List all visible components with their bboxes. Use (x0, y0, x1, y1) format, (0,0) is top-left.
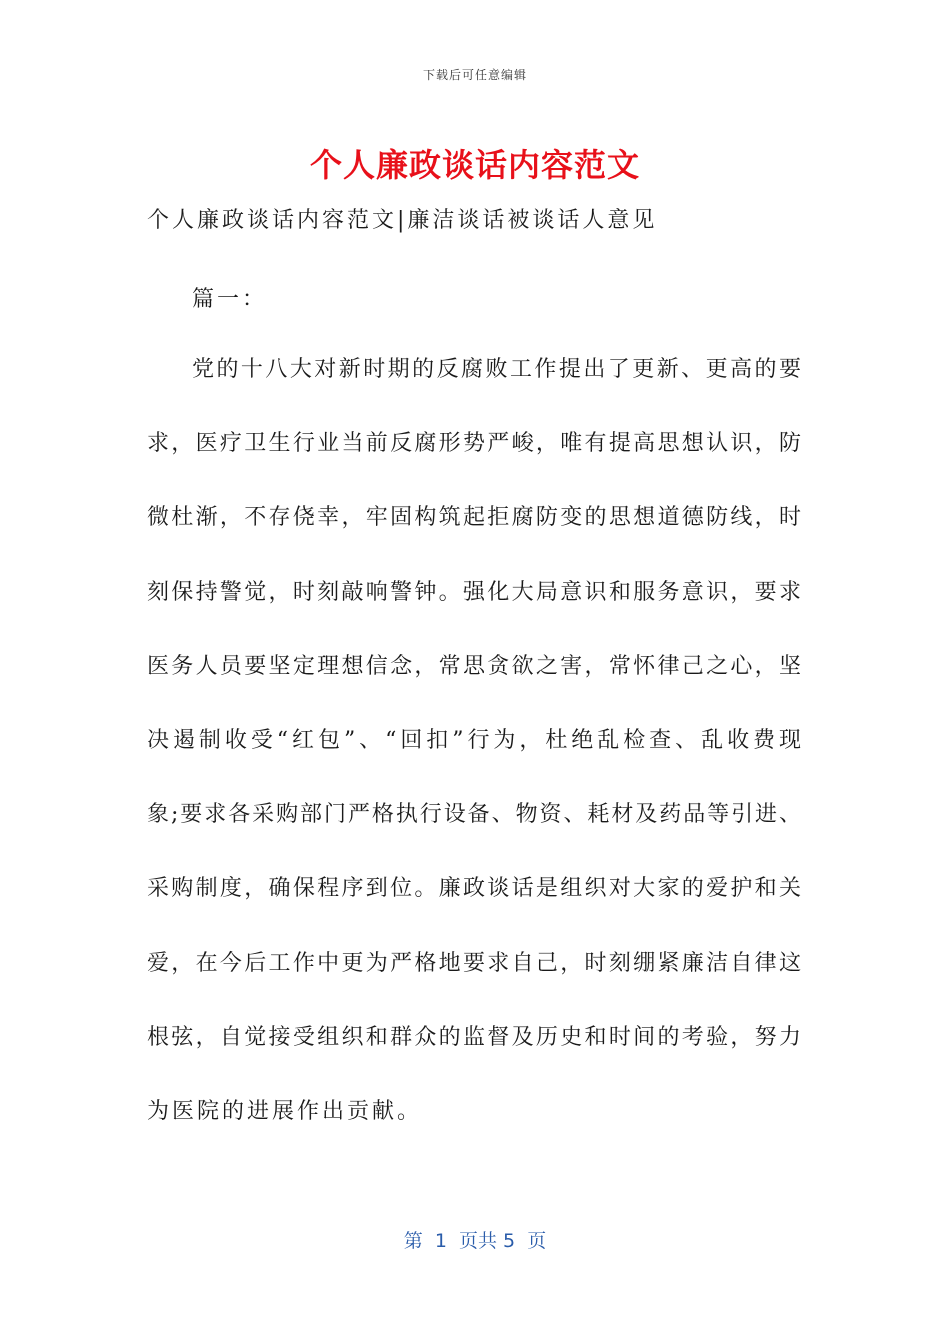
body-line: 决遏制收受“红包”、“回扣”行为，杜绝乱检查、乱收费现 (147, 727, 801, 753)
section-label: 篇一： (192, 287, 268, 312)
body-line: 求，医疗卫生行业当前反腐形势严峻，唯有提高思想认识，防 (147, 431, 801, 457)
body-paragraph (147, 333, 801, 1149)
body-line: 刻保持警觉，时刻敲响警钟。强化大局意识和服务意识，要求 (147, 579, 801, 605)
header-note: 下载后可任意编辑 (422, 68, 527, 82)
body-line: 采购制度，确保程序到位。廉政谈话是组织对大家的爱护和关 (147, 876, 801, 902)
body-line: 象;要求各采购部门严格执行设备、物资、耗材及药品等引进、 (147, 802, 801, 828)
body-line: 为医院的进展作出贡献。 (147, 1098, 423, 1124)
body-line: 党的十八大对新时期的反腐败工作提出了更新、更高的要 (192, 357, 801, 382)
body-line: 根弦，自觉接受组织和群众的监督及历史和时间的考验，努力 (147, 1024, 801, 1050)
page-number-footer: 第 1 页共 5 页 (403, 1230, 547, 1252)
body-line: 微杜渐，不存侥幸，牢固构筑起拒腐防变的思想道德防线，时 (147, 505, 801, 531)
body-line: 医务人员要坚定理想信念，常思贪欲之害，常怀律己之心，坚 (147, 653, 801, 679)
document-subtitle: 个人廉政谈话内容范文|廉洁谈话被谈话人意见 (147, 208, 658, 233)
document-title: 个人廉政谈话内容范文 (309, 146, 640, 184)
body-line: 爱，在今后工作中更为严格地要求自己，时刻绷紧廉洁自律这 (147, 950, 801, 976)
